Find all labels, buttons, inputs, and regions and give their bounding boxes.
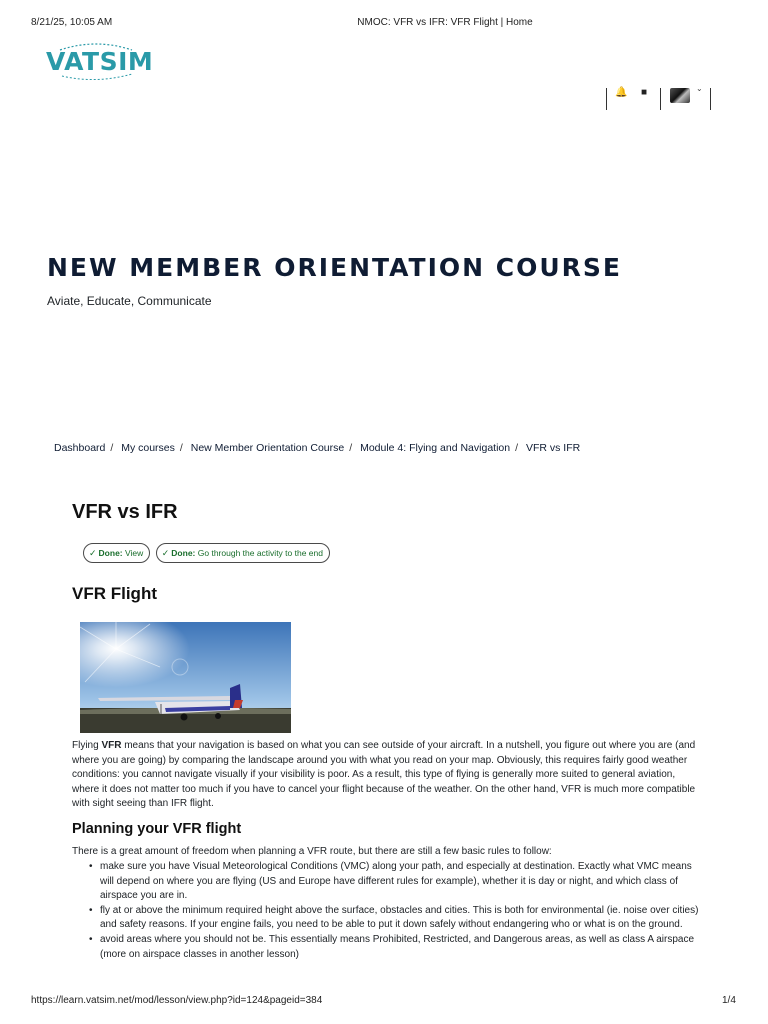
section-title: VFR Flight [72,584,157,603]
print-url: https://learn.vatsim.net/mod/lesson/view.php?id=124&pageid=384 [31,995,323,1006]
bullet-icon: • [89,861,93,872]
rule-text: avoid areas where you should not be. This essentially means Prohibited, Restricted, and Dangerous areas, as well as class A airspace (more on airspace classes in another lesson) [100,933,695,960]
breadcrumb-separator: / [515,442,519,454]
completion-text: Go through the activity to the end [197,548,323,558]
hero-image-aircraft [80,622,291,733]
breadcrumb-separator: / [110,442,114,454]
list-item [89,904,700,933]
rule-text: make sure you have Visual Meteorological Conditions (VMC) along your path, and especially at destination. Exactly what VMC means will depend on where you are flying (US and Europe have different rules for example), whether it is day or night, and which class of airspace you are in. [100,861,692,902]
completion-badge-view [83,543,150,563]
intro-paragraph [72,739,698,812]
intro-pre: Flying [72,740,102,751]
check-icon: ✓ [89,548,97,558]
divider [710,88,711,110]
chat-icon[interactable]: ■ [641,87,648,98]
divider [660,88,661,110]
user-navigation [604,86,716,110]
list-item [89,860,700,904]
breadcrumb-separator: / [179,442,183,454]
course-subtitle: Aviate, Educate, Communicate [47,294,212,308]
breadcrumb-module[interactable]: Module 4: Flying and Navigation [360,442,511,454]
page-title: VFR vs IFR [72,501,178,523]
bell-icon[interactable]: 🔔 [615,87,628,98]
print-document-title: NMOC: VFR vs IFR: VFR Flight | Home [357,17,533,28]
breadcrumb-dashboard[interactable]: Dashboard [54,442,106,454]
rules-list [89,860,700,962]
bullet-icon: • [89,933,93,945]
check-icon: ✓ [161,548,170,558]
rule-text: fly at or above the minimum required height above the surface, obstacles and cities. This is both for environmental (ie. noise over cities) and safety reasons. If your engine fails, you need to be able to put it down safely without endangering who or what is on the ground. [100,904,699,931]
logo-text: VATSIM [46,47,154,76]
intro-post: means that your navigation is based on what you can see outside of your aircraft. In a nutshell, you figure out where you are (and where you are going) by comparing the landscape around you with what you read on your map. Obviously, this requires fairly good weather conditions: you cannot navigate visually if your visibility is poor. As a result, this type of flying is generally more suited to general aviation, where it does not matter too much if you have to cancel your flight because of the weather. On the other hand, VFR is much more compatible with sight seeing than IFR flight. [72,740,696,810]
breadcrumb-current[interactable]: VFR vs IFR [525,442,581,454]
list-item [89,933,700,962]
vatsim-logo[interactable] [46,40,154,80]
course-title: NEW MEMBER ORIENTATION COURSE [47,253,622,282]
planning-intro: There is a great amount of freedom when planning a VFR route, but there are still a few basic rules to follow: [72,846,552,857]
divider [606,88,607,110]
print-header [0,17,768,31]
breadcrumb-my-courses[interactable]: My courses [121,442,175,454]
breadcrumb-course[interactable]: New Member Orientation Course [190,442,345,454]
completion-text: View [125,548,144,558]
completion-badge-activity [156,543,330,563]
completion-status: Done: [98,548,123,558]
intro-keyword: VFR [101,740,122,751]
avatar[interactable] [670,88,690,103]
breadcrumb-separator: / [349,442,353,454]
bullet-icon: • [89,904,93,916]
completion-info [83,543,331,564]
print-datetime: 8/21/25, 10:05 AM [31,17,113,28]
completion-status: Done: [171,548,196,558]
breadcrumb [54,442,580,454]
chevron-down-icon[interactable]: ⌄ [696,84,703,93]
planning-title: Planning your VFR flight [72,821,242,837]
print-page-number: 1/4 [722,995,736,1006]
